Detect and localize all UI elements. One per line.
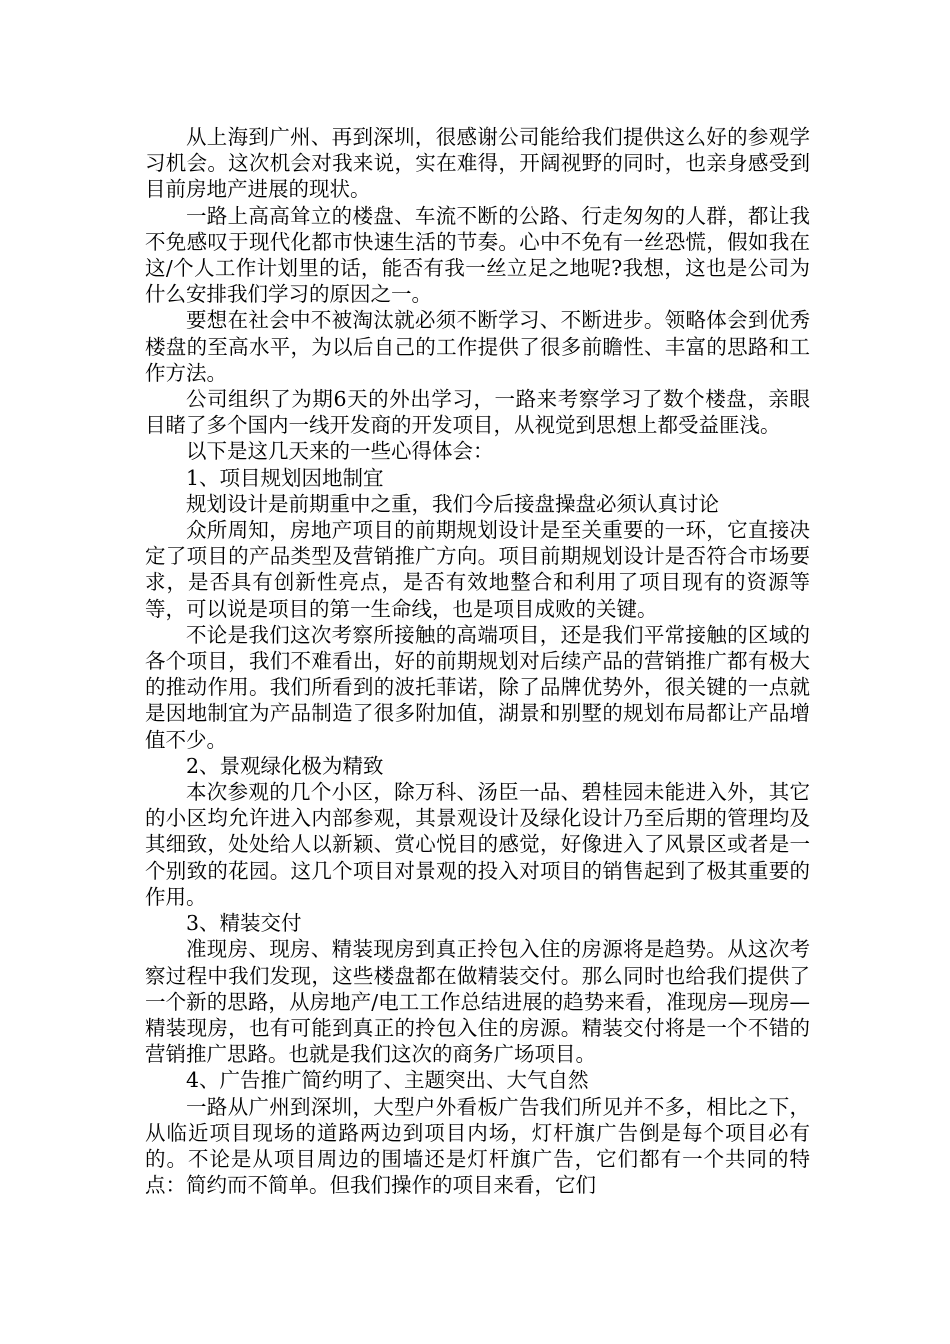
document-body (145, 124, 810, 1198)
paragraph-trip-summary: 公司组织了为期6天的外出学习，一路来考察学习了数个楼盘，亲眼目睹了多个国内一线开发商的开发项目，从视觉到思想上都受益匪浅。 (145, 387, 810, 438)
paragraph-planning-priority: 规划设计是前期重中之重，我们今后接盘操盘必须认真讨论 (186, 491, 719, 516)
paragraph-advertising: 一路从广州到深圳，大型户外看板广告我们所见并不多，相比之下，从临近项目现场的道路两边到项目内场，灯杆旗广告倒是每个项目必有的。不论是从项目周边的围墙还是灯杆旗广告，它们都有一个共同的特点：简约而不简单。但我们操作的项目来看，它们 (145, 1094, 810, 1198)
paragraph-fitout-delivery: 准现房、现房、精装现房到真正拎包入住的房源将是趋势。从这次考察过程中我们发现，这些楼盘都在做精装交付。那么同时也给我们提供了一个新的思路，从房地产/电工工作总结进展的趋势来看，准现房—现房—精装现房，也有可能到真正的拎包入住的房源。精装交付将是一个不错的营销推广思路。也就是我们这次的商务广场项目。 (145, 937, 810, 1067)
paragraph-planning-detail: 众所周知，房地产项目的前期规划设计是至关重要的一环，它直接决定了项目的产品类型及营销推广方向。项目前期规划设计是否符合市场要求，是否具有创新性亮点，是否有效地整合和利用了项目现有的资源等等，可以说是项目的第一生命线，也是项目成败的关键。 (145, 518, 810, 621)
section-heading-1: 1、项目规划因地制宜 (186, 465, 384, 490)
paragraph-intro: 从上海到广州、再到深圳，很感谢公司能给我们提供这么好的参观学习机会。这次机会对我来说，实在难得，开阔视野的同时，也亲身感受到目前房地产进展的现状。 (145, 125, 810, 202)
paragraph-planning-example: 不论是我们这次考察所接触的高端项目，还是我们平常接触的区域的各个项目，我们不难看出，好的前期规划对后续产品的营销推广都有极大的推动作用。我们所看到的波托菲诺，除了品牌优势外，很关键的一点就是因地制宜为产品制造了很多附加值，湖景和别墅的规划布局都让产品增值不少。 (145, 622, 810, 752)
paragraph-landscape: 本次参观的几个小区，除万科、汤臣一品、碧桂园未能进入外，其它的小区均允许进入内部参观，其景观设计及绿化设计乃至后期的管理均及其细致，处处给人以新颖、赏心悦目的感觉，好像进入了风景区或者是一个别致的花园。这几个项目对景观的投入对项目的销售起到了极其重要的作用。 (145, 780, 810, 909)
section-heading-4: 4、广告推广简约明了、主题突出、大气自然 (186, 1068, 589, 1093)
paragraph-keep-learning: 要想在社会中不被淘汰就必须不断学习、不断进步。领略体会到优秀楼盘的至高水平，为以后自己的工作提供了很多前瞻性、丰富的思路和工作方法。 (145, 308, 810, 385)
paragraph-takeaways-intro: 以下是这几天来的一些心得体会： (186, 439, 494, 464)
section-heading-3: 3、精装交付 (186, 911, 302, 936)
paragraph-city-impression: 一路上高高耸立的楼盘、车流不断的公路、行走匆匆的人群，都让我不免感叹于现代化都市快速生活的节奏。心中不免有一丝恐慌，假如我在这/个人工作计划里的话，能否有我一丝立足之地呢?我想，这也是公司为什么安排我们学习的原因之一。 (145, 203, 810, 307)
section-heading-2: 2、景观绿化极为精致 (186, 753, 384, 778)
